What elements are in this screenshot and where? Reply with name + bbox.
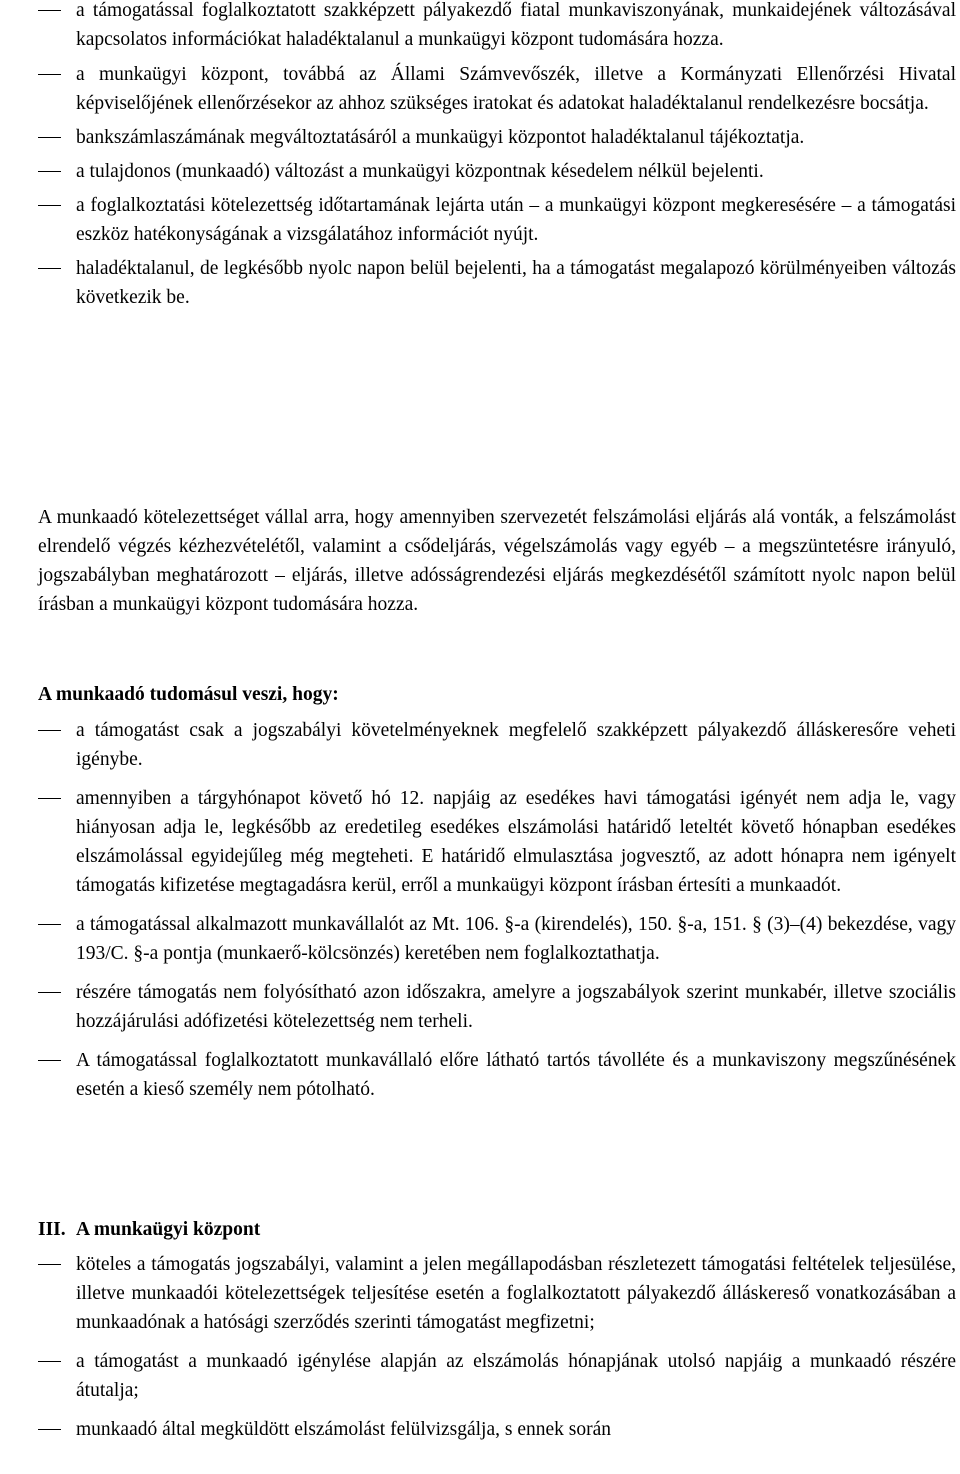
list-item [0,1415,960,1444]
list-item [0,978,960,1036]
dash-bullet [38,1264,61,1265]
dash-bullet [38,137,61,138]
list-item [0,1250,960,1337]
section-heading [0,1215,956,1244]
list-item [0,157,960,186]
dash-bullet [38,1429,61,1430]
list-item [0,716,960,774]
list-item [0,1046,960,1104]
list-item-text: a támogatással foglalkoztatott szakképzett pályakezdő fiatal munkaviszonyának, munkaidejének változásával kapcsolatos információkat haladéktalanul a munkaügyi központ tudomására hozza. [76,0,956,50]
dash-bullet [38,74,61,75]
list-c [0,1250,960,1444]
list-item-text: haladéktalanul, de legkésőbb nyolc napon belül bejelenti, ha a támogatást megalapozó körülményeiben változás következik be. [76,258,956,308]
dash-bullet [38,10,61,11]
list-item-text: részére támogatás nem folyósítható azon időszakra, amelyre a jogszabályok szerint munkabér, illetve szociális hozzájárulási adófizetési kötelezettség nem terheli. [76,982,956,1032]
list-item [0,1347,960,1405]
list-item [0,0,960,54]
list-item [0,254,960,312]
dash-bullet [38,992,61,993]
dash-bullet [38,924,61,925]
obligation-paragraph: A munkaadó kötelezettséget vállal arra, hogy amennyiben szervezetét felszámolási eljárás alá vonták, a felszámolást elrendelő végzés kézhezvételétől, valamint a csődeljárás, végelszámolás vagy egyéb – a megszüntetésre irányuló, jogszabályban meghatározott – eljárás, illetve adósságrendezési eljárás megkezdésétől számított nyolc napon belül írásban a munkaügyi központ tudomására hozza. [38,507,956,615]
list-item-text: a tulajdonos (munkaadó) változást a munkaügyi központnak késedelem nélkül bejelenti. [76,161,764,182]
list-item-text: amennyiben a tárgyhónapot követő hó 12. napjáig az esedékes havi támogatási igényét nem adja le, vagy hiányosan adja le, legkésőbb az eredetileg esedékes elszámolási határidő leteltét követő hónapban esedékes elszámolással egyidejűleg még megteheti. E határidő elmulasztása jogvesztő, az adott hónapra nem igényelt támogatás kifizetése megtagadásra kerül, erről a munkaügyi központ írásban értesíti a munkaadót. [76,788,956,896]
list-item [0,123,960,152]
list-item-text: a támogatással alkalmazott munkavállalót az Mt. 106. §-a (kirendelés), 150. §-a, 151. § (3)–(4) bekezdése, vagy 193/C. §-a pontja (munkaerő-kölcsönzés) keretében nem foglalkoztathatja. [76,914,956,964]
list-item [0,191,960,249]
section-heading: A munkaadó tudomásul veszi, hogy: [38,684,339,705]
list-item [0,60,960,118]
list-item-text: a foglalkoztatási kötelezettség időtartamának lejárta után – a munkaügyi központ megkeresésére – a támogatási eszköz hatékonyságának a vizsgálatához információt nyújt. [76,195,956,245]
list-item-text: munkaadó által megküldött elszámolást felülvizsgálja, s ennek során [76,1419,612,1440]
list-item-text: A támogatással foglalkoztatott munkavállaló előre látható tartós távolléte és a munkaviszony megszűnésének esetén a kieső személy nem pótolható. [76,1050,956,1100]
list-item-text: bankszámlaszámának megváltoztatásáról a munkaügyi központot haladéktalanul tájékoztatja. [76,127,805,148]
section-title: A munkaügyi központ [76,1219,261,1240]
dash-bullet [38,730,61,731]
dash-bullet [38,171,61,172]
list-a [0,0,960,312]
dash-bullet [38,268,61,269]
dash-bullet [38,798,61,799]
list-item-text: a munkaügyi központ, továbbá az Állami Számvevőszék, illetve a Kormányzati Ellenőrzési Hivatal képviselőjének ellenőrzésekor az ahhoz szükséges iratokat és adatokat haladéktalanul rendelkezésre bocsátja. [76,64,956,114]
list-item-text: köteles a támogatás jogszabályi, valamint a jelen megállapodásban részletezett támogatási feltételek teljesülése, illetve munkaadói kötelezettségek teljesítése esetén a foglalkoztatott pályakezdő álláskereső vonatkozásában a munkaadónak a hatósági szerződés szerinti támogatást megfizetni; [76,1254,956,1333]
dash-bullet [38,1361,61,1362]
dash-bullet [38,205,61,206]
list-item-text: a támogatást a munkaadó igénylése alapján az elszámolás hónapjának utolsó napjáig a munkaadó részére átutalja; [76,1351,956,1401]
list-item [0,784,960,900]
dash-bullet [38,1060,61,1061]
list-item [0,910,960,968]
section-number: III. [38,1219,66,1240]
list-b [0,716,960,1104]
list-item-text: a támogatást csak a jogszabályi követelményeknek megfelelő szakképzett pályakezdő álláskeresőre veheti igénybe. [76,720,956,770]
